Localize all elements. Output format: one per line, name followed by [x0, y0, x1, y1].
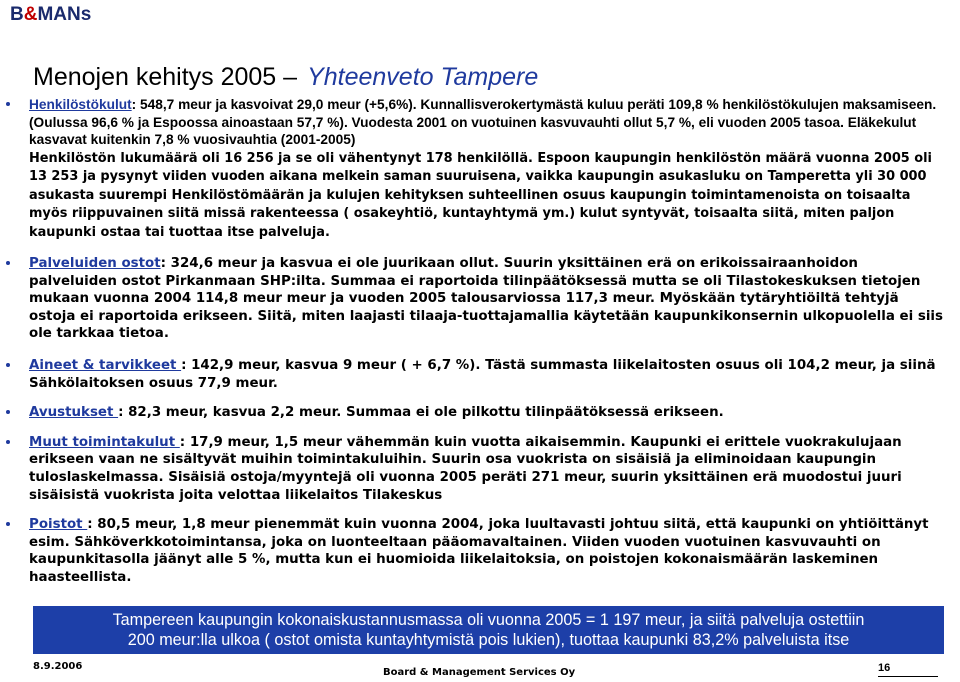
bullet-label: Muut toimintakulut: [29, 434, 180, 450]
slide-title-main: Menojen kehitys 2005 –: [33, 63, 298, 91]
bullet-label: Henkilöstökulut: [29, 97, 132, 112]
bullet-text: : 142,9 meur, kasvua 9 meur ( + 6,7 %). Tästä summasta liikelaitosten osuus oli 104,2 meur, ja siinä Sähkölaitoksen osuus 77,9 meur.: [29, 357, 936, 391]
bullet-text: : 324,6 meur ja kasvua ei ole juurikaan ollut. Suurin yksittäinen erä on erikoissairaanhoidon palveluiden ostot Pirkanmaan SHP:ilta. Summaa ei raportoida tilinpäätöksessä mutta se oli Tilastokeskuksen tietojen mukaan vuonna 2004 114,8 meur meur ja vuoden 2005 talousarviossa 117,3 meur. Myöskään tytäryhtiöiltä tehtyjä ostoja ei raportoida erikseen. Siitä, miten laajasti tilaaja-tuottajamallia käytetään kaupunkikonsernin ulkopuolella ei siis ole tarkkaa tietoa.: [29, 256, 943, 342]
bullet-text: : 82,3 meur, kasvua 2,2 meur. Summaa ei ole pilkottu tilinpäätöksessä erikseen.: [118, 405, 724, 421]
bullet-label: Poistot: [29, 517, 88, 533]
company-logo: [10, 4, 91, 26]
slide-content: [0, 96, 960, 587]
summary-line-1: Tampereen kaupungin kokonaiskustannusmassa oli vuonna 2005 = 1 197 meur, ja siitä palveluja ostettiin: [112, 611, 865, 629]
bullet-dot-icon: [6, 440, 10, 444]
logo-text-b: B: [10, 4, 24, 25]
slide-title: [33, 63, 538, 92]
bullet-dot-icon: [6, 363, 10, 367]
bullet-henkilostokulut: [0, 96, 960, 241]
bullet-label: Aineet & tarvikkeet: [29, 357, 182, 373]
summary-banner: [33, 606, 944, 654]
bullet-dot-icon: [6, 410, 10, 414]
bullet-palveluiden-ostot: [0, 255, 960, 343]
bullet-aineet-tarvikkeet: [0, 357, 960, 392]
bullet-text-continued: Henkilöstön lukumäärä oli 16 256 ja se oli vähentynyt 178 henkilöllä. Espoon kaupungin henkilöstön määrä vuonna 2005 oli 13 253 ja pysynyt viiden vuoden aikana melkein saman suuruisena, vaikka kaupungin asukasluku on Tamperetta yli 30 000 asukasta suurempi Henkilöstömäärän ja kulujen kehityksen suhteellinen osuus kaupungin toimintamenoista on toisaalta myös riippuvainen siitä missä rakenteessa ( osakeyhtiö, kuntayhtymä ym.) kulut syntyvät, toisaalta siitä, miten paljon kaupunki ostaa tai tuottaa itse palveluja.: [29, 150, 932, 240]
bullet-muut-toimintakulut: [0, 434, 960, 504]
summary-line-2: 200 meur:lla ulkoa ( ostot omista kuntayhtymistä pois lukien), tuottaa kaupunki 83,2% palveluista itse: [127, 631, 850, 649]
page-number: 16: [878, 662, 891, 674]
logo-ampersand: &: [23, 4, 38, 25]
footer-divider: [878, 676, 938, 677]
bullet-text: : 548,7 meur ja kasvoivat 29,0 meur (+5,6%). Kunnallisverokertymästä kuluu peräti 109,8 % henkilöstökulujen maksamiseen. (Oulussa 96,6 % ja Espoossa ainoastaan 57,7 %). Vuodesta 2001 on vuotuinen kasvuvauhti ollut 5,7 %, eli vuoden 2005 tasoa. Eläkekulut kasvavat kuitenkin 7,8 % vuosivauhtia (2001-2005): [29, 97, 937, 147]
bullet-text: : 80,5 meur, 1,8 meur pienemmät kuin vuonna 2004, joka luultavasti johtuu siitä, että kaupunki on yhtiöittänyt esim. Sähköverkkotoimintansa, joka on luonteeltaan pääomavaltainen. Viiden vuoden vuotuinen kasvuvauhti on kaupunkitasolla jäänyt alle 5 %, mutta kun ei huomioida liikelaitoksia, on poistojen kokonaismäärän laskeminen haasteellista.: [29, 517, 929, 585]
footer-date: 8.9.2006: [33, 661, 83, 672]
bullet-dot-icon: [6, 522, 10, 526]
bullet-label: Avustukset: [29, 405, 119, 421]
bullet-dot-icon: [6, 261, 10, 265]
footer-company: Board & Management Services Oy: [383, 667, 576, 678]
slide-title-sub: Yhteenveto Tampere: [307, 63, 539, 91]
logo-text-mans: MANs: [37, 4, 92, 25]
bullet-dot-icon: [6, 102, 10, 106]
bullet-avustukset: [0, 404, 960, 422]
bullet-label: Palveluiden ostot: [29, 256, 161, 271]
bullet-poistot: [0, 516, 960, 586]
bullet-text: : 17,9 meur, 1,5 meur vähemmän kuin vuotta aikaisemmin. Kaupunki ei erittele vuokrakulujaan erikseen vaan ne sisältyvät muihin toimintakuluihin. Suurin osa vuokrista on sisäisiä ja eliminoidaan kaupungin tuloslaskelmassa. Sisäisiä ostoja/myyntejä oli vuonna 2005 peräti 271 meur, suurin yksittäinen erä muodostui juuri sisäisistä vuokrista joita velottaa liikelaitos Tilakeskus: [29, 434, 902, 503]
